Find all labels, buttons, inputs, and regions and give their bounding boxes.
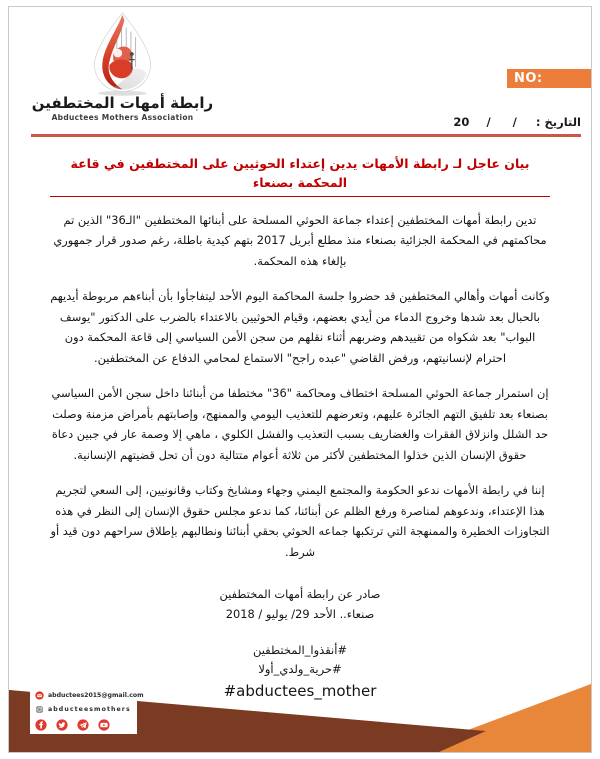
date-field-label: التاريخ : [535, 115, 581, 129]
instagram-icon [35, 705, 44, 714]
number-field[interactable] [507, 69, 591, 88]
date-slash-1: / [512, 115, 517, 129]
hashtag-arabic-1[interactable]: #أنقذوا_المختطفين [252, 642, 348, 657]
hashtag-arabic-2[interactable]: #حرية_ولدي_أولا [258, 661, 342, 676]
date-field[interactable] [453, 115, 581, 129]
contact-card [30, 685, 144, 734]
youtube-icon[interactable] [98, 719, 110, 731]
facebook-icon[interactable] [35, 719, 47, 731]
paragraph-4: إننا في رابطة الأمهات ندعو الحكومة والمجتمع اليمني وجهاء ومشايخ وكتاب وقانونيين، إلى السعي لتجريم هذا الإعتداء، وندعوهم لمناصرة ورفع الظلم عن أبنائنا، كما ندعو مجلس حقوق الإنسان إلى النظر في هذه التجاوزات الخطيرة والممنهجة التي ترتكبها جماعه الحوثي بحقي أبنائنا ونطالبهم بإطلاق سراحهم دون قيد أو شرط. [50, 482, 550, 559]
statement-sheet [9, 7, 591, 752]
letterhead-header [9, 7, 591, 139]
twitter-icon[interactable] [56, 719, 68, 731]
organization-logo [25, 11, 220, 122]
statement-title: بيان عاجل لـ رابطة الأمهات يدين إعتداء الحوثيين على المختطفين في قاعة المحكمة بصنعاء [50, 155, 550, 197]
org-name-arabic: رابطة أمهات المختطفين [31, 94, 214, 112]
signature-block [90, 585, 510, 625]
envelope-icon [35, 691, 44, 700]
page-footer [9, 662, 591, 752]
number-field-label: NO: [514, 71, 543, 86]
teardrop-flame-logo-icon [75, 11, 170, 97]
paragraph-3: إن استمرار جماعة الحوثي المسلحة اختطاف ومحاكمة "36" مختطفا من أبنائنا داخل سجن الأمن السياسي بصنعاء بعد تلفيق التهم الجائرة عليهم، وتعرضهم للتعذيب اليومي والممنهج، وإصابتهم بأمراض مزمنة وصلت حد الشلل وانزلاق الفقرات والغضاريف بسبب التعذيب والفشل الكلوي ، ماهي إلا وصمة عار في جبين دعاة حقوق الإنسان الذين خذلوا المختطفين لأكثر من ثلاثة أعوام متتالية دون أن تحل قضيتهم الإنسانية. [51, 385, 549, 462]
contact-email-text: abductees2015@gmail.com [48, 691, 144, 699]
telegram-icon[interactable] [77, 719, 89, 731]
social-links-row [35, 719, 137, 731]
signature-issuer: صادر عن رابطة أمهات المختطفين [219, 586, 381, 601]
signature-place-date: صنعاء.. الأحد 29/ يوليو / 2018 [225, 606, 375, 621]
org-name-english: Abductees Mothers Association [51, 112, 194, 122]
header-divider-rule [31, 134, 581, 137]
paragraph-2: وكانت أمهات وأهالي المختطفين قد حضروا جلسة المحاكمة اليوم الأحد ليتفاجأوا بأن أبناءهم مربوطة أيديهم بالحبال بعد شدها وخروج الدماء من أيدي بعضهم، وقيام الحوثيين بالاعتداء بالضرب على الدكتور "يوسف البواب" بعد شكواه من تقييدهم وضربهم أثناء نقلهم من سجن الأمن السياسي إلى قاعة المحكمة دون احترام لإنسانيتهم، ورفض القاضي "عبده راجح" الاستماع لمحامي الدفاع عن المختطفين. [50, 288, 550, 365]
contact-email-row[interactable] [35, 689, 144, 701]
paragraph-1: تدين رابطة أمهات المختطفين إعتداء جماعة الحوثي المسلحة على أبنائها المختطفين "الـ36" الذين تم محاكمتهم في المحكمة الجزائية بصنعاء منذ مطلع أبريل 2017 بتهم كيدية باطلة، رغم صدور قرار جمهوري بإلغاء هذه المحكمة. [53, 212, 547, 268]
date-slash-2: / [486, 115, 491, 129]
contact-handle-row[interactable] [35, 703, 137, 715]
contact-handle-text: abducteesmothers [48, 705, 131, 713]
hashtag-english[interactable]: #abductees_mother [223, 681, 377, 700]
date-year-prefix: 20 [453, 115, 470, 129]
